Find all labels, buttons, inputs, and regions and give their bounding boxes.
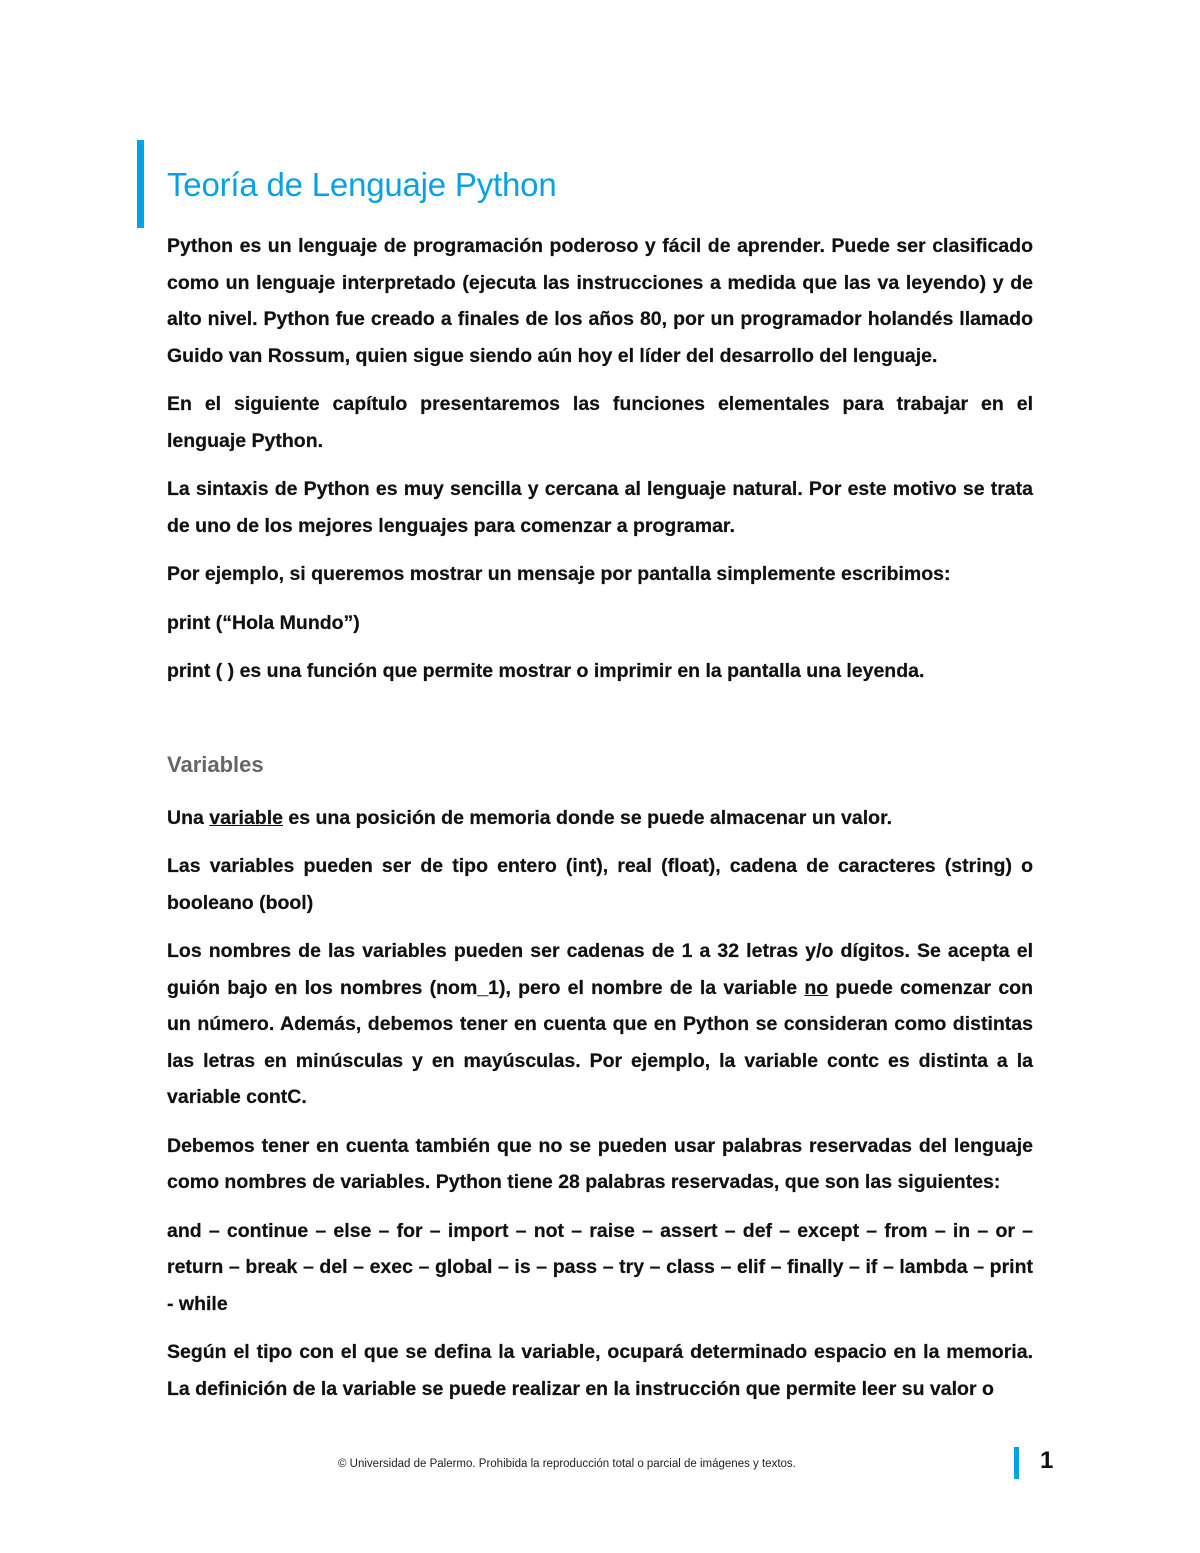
document-body <box>167 228 1033 1419</box>
intro-paragraph-2: En el siguiente capítulo presentaremos las funciones elementales para trabajar en el lenguaje Python. <box>167 393 1033 452</box>
reserved-keywords-list: and – continue – else – for – import – not – raise – assert – def – except – from – in – or – return – break – del – exec – global – is – pass – try – class – elif – finally – if – lambda – print - while <box>167 1219 1033 1315</box>
code-example: print (“Hola Mundo”) <box>167 611 360 634</box>
variables-paragraph-5: Según el tipo con el que se defina la variable, ocupará determinado espacio en la memoria. La definición de la variable se puede realizar en la instrucción que permite leer su valor o <box>167 1341 1033 1400</box>
variables-paragraph-2: Las variables pueden ser de tipo entero (int), real (float), cadena de caracteres (string) o booleano (bool) <box>167 855 1033 914</box>
variables-paragraph-1 <box>167 800 1033 837</box>
page-number: 1 <box>1040 1447 1054 1474</box>
page-title: Teoría de Lenguaje Python <box>167 166 557 203</box>
footer-copyright: © Universidad de Palermo. Prohibida la reproducción total o parcial de imágenes y textos. <box>338 1458 796 1470</box>
text-run: es una posición de memoria donde se puede almacenar un valor. <box>282 806 893 829</box>
text-run: puede comenzar con un número. Además, debemos tener en cuenta que en Python se consideran como distintas las letras en minúsculas y en mayúsculas. Por ejemplo, la variable contc es distinta a la variable contC. <box>167 976 1033 1108</box>
underlined-term: no <box>804 976 829 999</box>
intro-paragraph-5: print ( ) es una función que permite mostrar o imprimir en la pantalla una leyenda. <box>167 660 925 682</box>
section-heading-variables: Variables <box>167 751 264 777</box>
underlined-term: variable <box>209 806 283 829</box>
footer-accent-bar <box>1014 1447 1019 1479</box>
intro-paragraph-1: Python es un lenguaje de programación poderoso y fácil de aprender. Puede ser clasificado como un lenguaje interpretado (ejecuta las instrucciones a medida que las va leyendo) y de alto nivel. Python fue creado a finales de los años 80, por un programador holandés llamado Guido van Rossum, quien sigue siendo aún hoy el líder del desarrollo del lenguaje. <box>167 235 1033 367</box>
intro-paragraph-3: La sintaxis de Python es muy sencilla y cercana al lenguaje natural. Por este motivo se trata de uno de los mejores lenguajes para comenzar a programar. <box>167 478 1033 537</box>
variables-paragraph-3 <box>167 933 1033 1116</box>
text-run: Una <box>167 806 210 829</box>
text-run: pueden ser cadenas de 1 a 32 letras y/o dígitos. Se acepta el guión bajo en los nombres (nom_1), pero el nombre de la variable <box>167 940 1033 999</box>
title-accent-bar <box>137 140 144 228</box>
bold-term: nombres de las variables <box>208 940 447 962</box>
text-run: Los <box>167 940 209 962</box>
variables-paragraph-4: Debemos tener en cuenta también que no se pueden usar palabras reservadas del lenguaje como nombres de variables. Python tiene 28 palabras reservadas, que son las siguientes: <box>167 1134 1033 1193</box>
intro-paragraph-4: Por ejemplo, si queremos mostrar un mensaje por pantalla simplemente escribimos: <box>167 563 951 585</box>
